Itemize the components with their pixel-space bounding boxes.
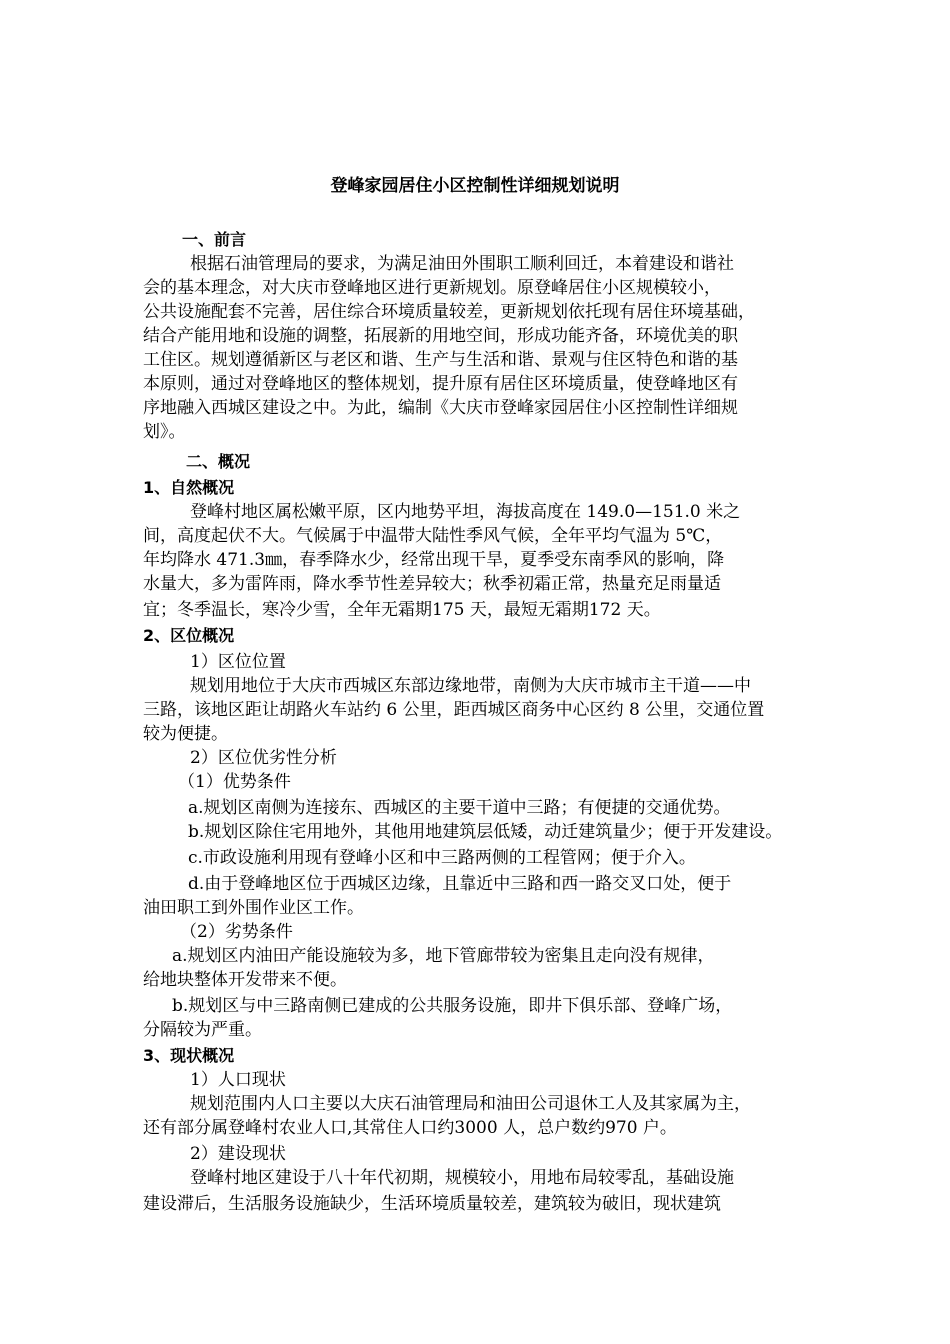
item-heading: 2）区位优劣性分析 [190, 748, 337, 768]
paragraph-line: 建设滞后，生活服务设施缺少，生活环境质量较差，建筑较为破旧，现状建筑 [143, 1194, 721, 1214]
item-heading: 1）区位位置 [190, 652, 286, 672]
document-title: 登峰家园居住小区控制性详细规划说明 [330, 176, 620, 196]
paragraph-line: 序地融入西城区建设之中。为此，编制《大庆市登峰家园居住小区控制性详细规 [143, 398, 738, 418]
paragraph-line: 根据石油管理局的要求，为满足油田外围职工顺利回迁，本着建设和谐社 [190, 254, 734, 274]
paragraph-line: 分隔较为严重。 [143, 1020, 262, 1040]
paragraph-line: 宜；冬季温长，寒冷少雪，全年无霜期175 天，最短无霜期172 天。 [143, 600, 661, 620]
subsection-heading-natural: 1、自然概况 [143, 478, 235, 497]
paragraph-line: d.由于登峰地区位于西城区边缘，且靠近中三路和西一路交叉口处，便于 [188, 874, 732, 894]
paragraph-line: 规划范围内人口主要以大庆石油管理局和油田公司退休工人及其家属为主， [190, 1094, 751, 1114]
paragraph-line: 工住区。规划遵循新区与老区和谐、生产与生活和谐、景观与住区特色和谐的基 [143, 350, 738, 370]
section-heading-preface: 一、前言 [182, 230, 247, 249]
paragraph-line: 油田职工到外围作业区工作。 [143, 898, 364, 918]
paragraph-line: 水量大，多为雷阵雨，降水季节性差异较大；秋季初霜正常，热量充足雨量适 [143, 574, 721, 594]
paragraph-line: b.规划区与中三路南侧已建成的公共服务设施，即井下俱乐部、登峰广场， [172, 996, 733, 1016]
paragraph-line: 本原则，通过对登峰地区的整体规划，提升原有居住区环境质量，使登峰地区有 [143, 374, 738, 394]
paragraph-line: 较为便捷。 [143, 724, 228, 744]
item-heading: （1）优势条件 [178, 772, 291, 792]
paragraph-line: 给地块整体开发带来不便。 [143, 970, 347, 990]
paragraph-line: 会的基本理念，对大庆市登峰地区进行更新规划。原登峰居住小区规模较小， [143, 278, 721, 298]
paragraph-line: a.规划区内油田产能设施较为多，地下管廊带较为密集且走向没有规律， [172, 946, 715, 966]
paragraph-line: 间，高度起伏不大。气候属于中温带大陆性季风气候，全年平均气温为 5℃， [143, 526, 723, 546]
paragraph-line: 还有部分属登峰村农业人口,其常住人口约3000 人，总户数约970 户。 [143, 1118, 677, 1138]
item-heading: （2）劣势条件 [180, 922, 293, 942]
paragraph-line: 结合产能用地和设施的调整，拓展新的用地空间，形成功能齐备，环境优美的职 [143, 326, 738, 346]
item-heading: 2）建设现状 [190, 1144, 286, 1164]
paragraph-line: 三路，该地区距让胡路火车站约 6 公里，距西城区商务中心区约 8 公里，交通位置 [143, 700, 765, 720]
paragraph-line: 年均降水 471.3㎜，春季降水少，经常出现干旱，夏季受东南季风的影响，降 [143, 550, 725, 570]
subsection-heading-status: 3、现状概况 [143, 1046, 235, 1065]
item-heading: 1）人口现状 [190, 1070, 286, 1090]
paragraph-line: 划》。 [143, 422, 186, 442]
paragraph-line: 规划用地位于大庆市西城区东部边缘地带，南侧为大庆市城市主干道——中 [190, 676, 751, 696]
section-heading-overview: 二、概况 [186, 452, 251, 471]
paragraph-line: b.规划区除住宅用地外，其他用地建筑层低矮，动迁建筑量少；便于开发建设。 [188, 822, 783, 842]
paragraph-line: 登峰村地区建设于八十年代初期，规模较小，用地布局较零乱，基础设施 [190, 1168, 734, 1188]
subsection-heading-location: 2、区位概况 [143, 626, 235, 645]
paragraph-line: c.市政设施利用现有登峰小区和中三路两侧的工程管网；便于介入。 [188, 848, 696, 868]
paragraph-line: 公共设施配套不完善，居住综合环境质量较差，更新规划依托现有居住环境基础， [143, 302, 755, 322]
paragraph-line: a.规划区南侧为连接东、西城区的主要干道中三路；有便捷的交通优势。 [188, 798, 731, 818]
paragraph-line: 登峰村地区属松嫩平原，区内地势平坦，海拔高度在 149.0—151.0 米之 [190, 502, 741, 522]
